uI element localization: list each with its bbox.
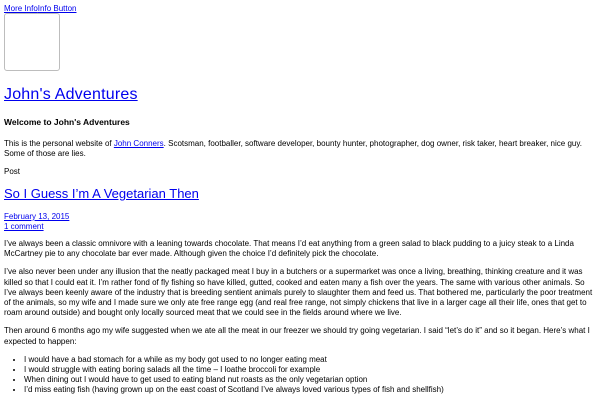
author-link[interactable]: John Conners [113, 139, 164, 148]
post-section-label: Post [4, 167, 21, 176]
post-content [4, 239, 596, 396]
avatar[interactable] [4, 13, 60, 71]
site-intro [4, 139, 584, 159]
list-item: • I would struggle with eating boring salads all the time – I loathe broccoli for example [24, 365, 596, 375]
list-item: • I would have a bad stomach for a while as my body got used to no longer eating meat [24, 355, 596, 365]
intro-text-end: . Scotsman, footballer, software developer, bounty hunter, photographer, dog owner, risk taker, heart breaker, nice guy. Some of those are lies. [4, 139, 582, 158]
site-title-link[interactable]: John's Adventures [4, 86, 138, 103]
site-title [4, 84, 138, 106]
post-comments-link[interactable]: 1 comment [4, 222, 44, 231]
post-paragraph: I’ve also never been under any illusion that the neatly packaged meat I buy in a butchers or a supermarket was once a living, breathing, thinking creature and it was killed so that I could eat it. I’m rather fond of fly fishing so have killed, gutted, cooked and eaten many a fish over the years. The same with various other animals. So I’ve always been keenly aware of the industry that is breeding sentient animals purely to slaughter them and feed us. That bothered me, particularly the poor treatment of the animals, so my wife and I made sure we only ate free range egg (and real free range, not simply chickens that live in a larger cage all their life, ones that get to roam around outside) and bought only locally sourced meat that we could see in the fields around where we live. [4, 267, 593, 318]
post-title [4, 185, 199, 203]
expectations-list [4, 355, 596, 396]
more-info-link[interactable]: More Info [4, 4, 38, 13]
intro-text-start: This is the personal website of [4, 139, 114, 148]
post-title-link[interactable]: So I Guess I’m A Vegetarian Then [4, 186, 199, 201]
post-date-link[interactable]: February 13, 2015 [4, 212, 70, 221]
list-item: • I’d miss eating fish (having grown up on the east coast of Scotland I’ve always loved various types of fish and shellfish) [24, 385, 596, 395]
list-item: • When dining out I would have to get used to eating bland nut roasts as the only vegetarian option [24, 375, 596, 385]
post-meta [4, 212, 69, 232]
post-paragraph: Then around 6 months ago my wife suggested when we ate all the meat in our freezer we should try going vegetarian. I said “let’s do it” and so it began. Here’s what I expected to happen: [4, 326, 590, 346]
info-button-link[interactable]: Info Button [37, 4, 77, 13]
site-welcome-heading: Welcome to John's Adventures [4, 117, 130, 127]
post-paragraph: I’ve always been a classic omnivore with a leaning towards chocolate. That means I’d eat anything from a green salad to black pudding to a juicy steak to a Linda McCartney pie to any chocolate bar ever made. Although given the choice I’d definitely pick the chocolate. [4, 239, 574, 259]
